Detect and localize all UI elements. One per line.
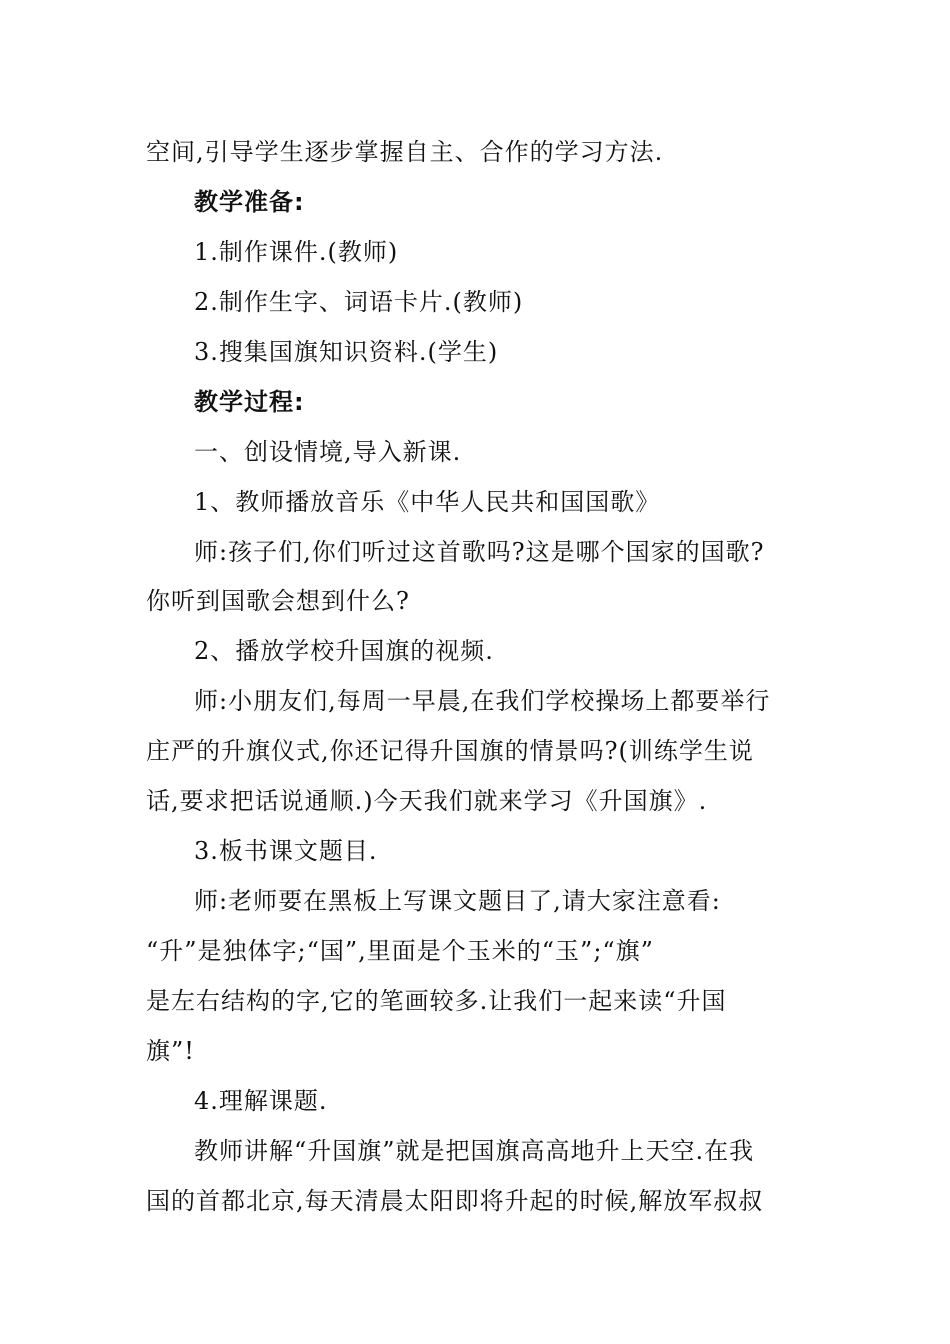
list-item-2: 2.制作生字、词语卡片.(教师) — [194, 288, 524, 316]
paragraph-line-continuation: 空间,引导学生逐步掌握自主、合作的学习方法. — [146, 138, 664, 166]
section-heading-process: 教学过程: — [194, 388, 305, 416]
paragraph-line: 旗”! — [146, 1037, 195, 1065]
paragraph-line: 庄严的升旗仪式,你还记得升国旗的情景吗?(训练学生说 — [146, 737, 754, 765]
paragraph-line: “升”是独体字;“国”,里面是个玉米的“玉”;“旗” — [146, 937, 654, 965]
list-item-1: 1.制作课件.(教师) — [194, 238, 399, 266]
paragraph-line: 是左右结构的字,它的笔画较多.让我们一起来读“升国 — [146, 987, 727, 1015]
paragraph-line: 师:小朋友们,每周一早晨,在我们学校操场上都要举行 — [194, 687, 771, 715]
step-3: 3.板书课文题目. — [194, 837, 378, 865]
paragraph-line: 国的首都北京,每天清晨太阳即将升起的时候,解放军叔叔 — [146, 1187, 764, 1215]
step-4: 4.理解课题. — [194, 1087, 328, 1115]
paragraph-line: 话,要求把话说通顺.)今天我们就来学习《升国旗》. — [146, 787, 708, 815]
step-1: 1、教师播放音乐《中华人民共和国国歌》 — [194, 488, 661, 516]
list-item-3: 3.搜集国旗知识资料.(学生) — [194, 338, 499, 366]
section-heading-preparation: 教学准备: — [194, 188, 305, 216]
paragraph-line: 你听到国歌会想到什么? — [146, 587, 410, 615]
paragraph-line: 师:孩子们,你们听过这首歌吗?这是哪个国家的国歌? — [194, 538, 765, 566]
step-2: 2、播放学校升国旗的视频. — [194, 637, 494, 665]
subsection-heading-1: 一、创设情境,导入新课. — [194, 438, 462, 466]
paragraph-line: 教师讲解“升国旗”就是把国旗高高地升上天空.在我 — [194, 1137, 755, 1165]
paragraph-line: 师:老师要在黑板上写课文题目了,请大家注意看: — [194, 887, 721, 915]
